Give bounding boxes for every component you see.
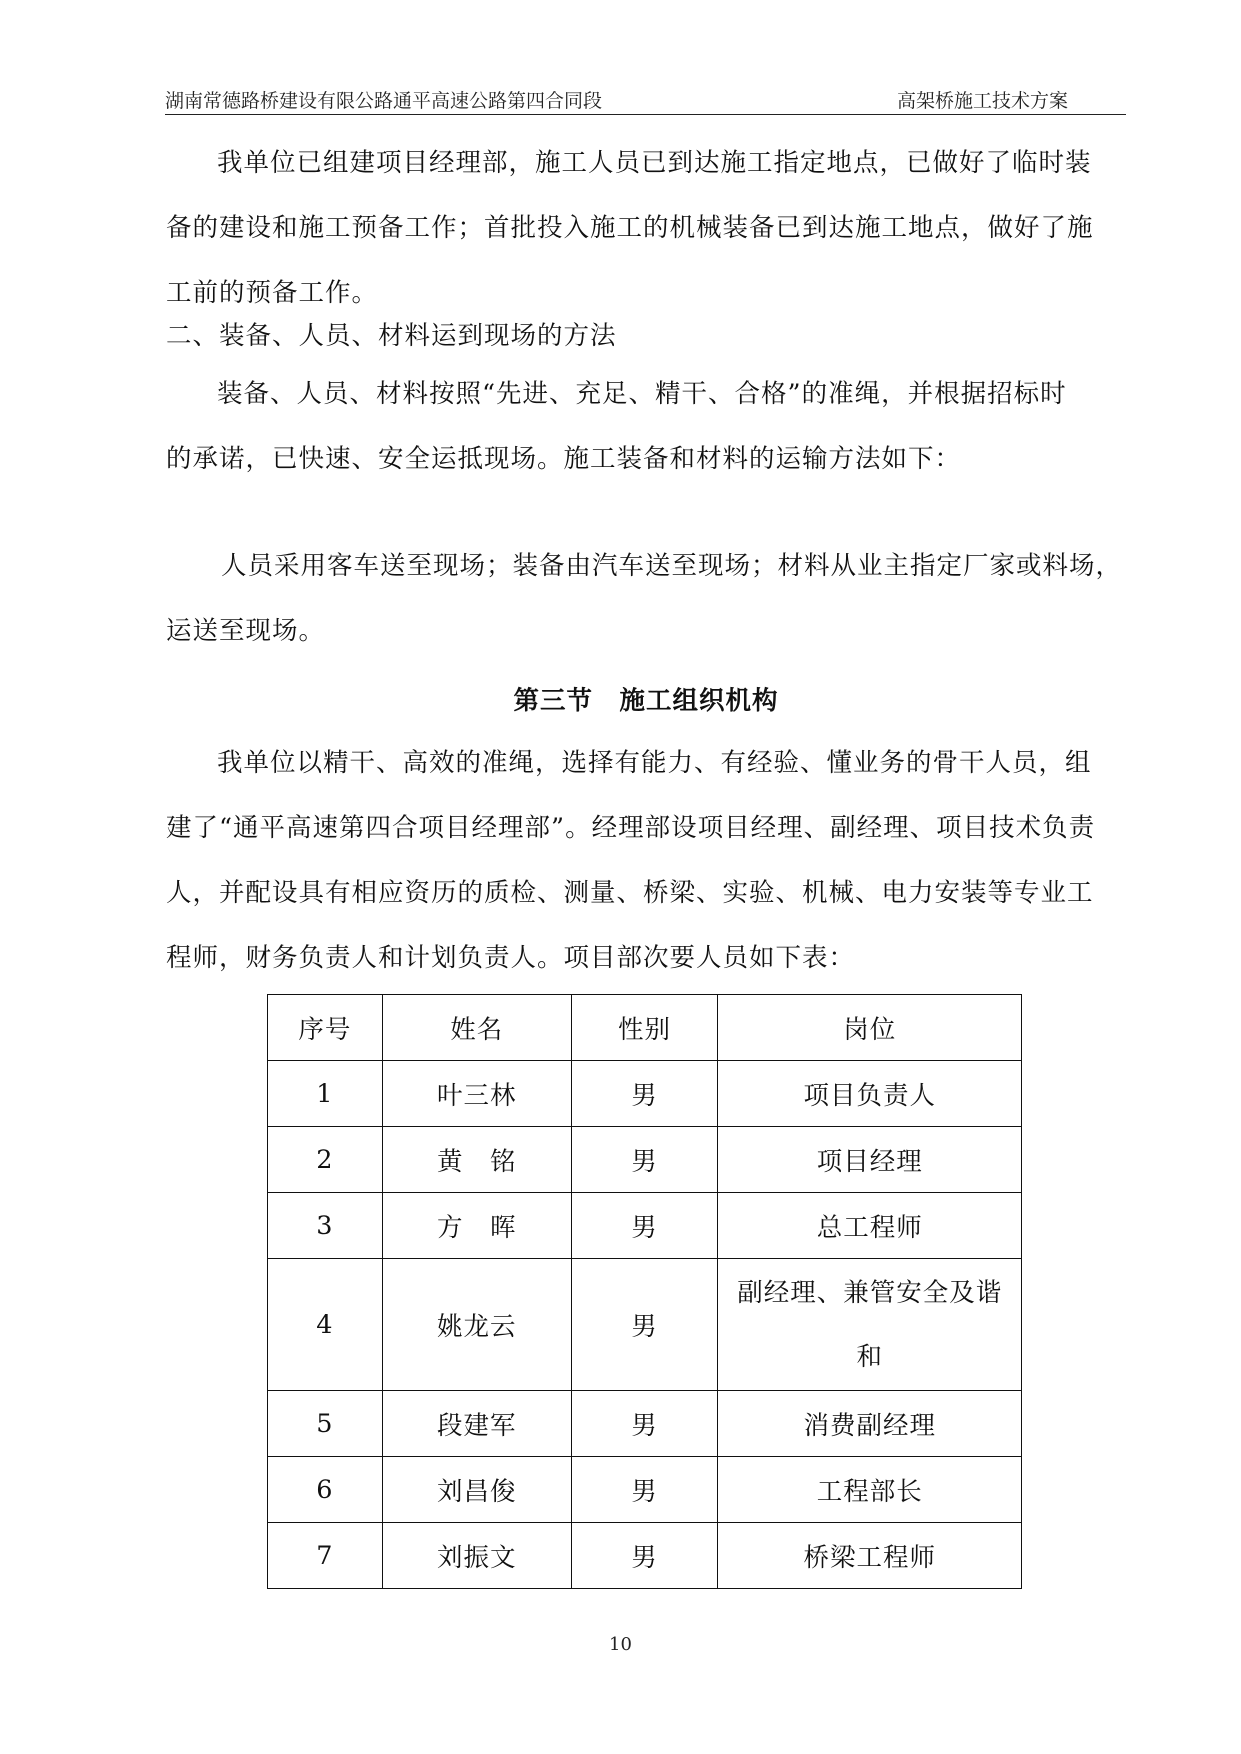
table-row bbox=[268, 1127, 1022, 1193]
cell-gender: 男 bbox=[571, 1061, 718, 1127]
paragraph-line: 我单位已组建项目经理部，施工人员已到达施工指定地点，已做好了临时装 bbox=[217, 148, 1092, 178]
column-header-gender: 性别 bbox=[571, 995, 718, 1061]
cell-gender: 男 bbox=[571, 1523, 718, 1589]
column-header-role: 岗位 bbox=[718, 995, 1022, 1061]
header-right-text: 高架桥施工技术方案 bbox=[896, 90, 1068, 112]
column-header-name: 姓名 bbox=[382, 995, 571, 1061]
staff-table bbox=[267, 994, 1022, 1589]
table-row bbox=[268, 1061, 1022, 1127]
section-title: 第三节 施工组织机构 bbox=[513, 686, 779, 716]
cell-name: 刘振文 bbox=[382, 1523, 571, 1589]
cell-role-line: 和 bbox=[856, 1341, 883, 1372]
cell-name: 黄 铭 bbox=[382, 1127, 571, 1193]
paragraph-line: 工前的预备工作。 bbox=[166, 278, 379, 308]
header-left-text: 湖南常德路桥建设有限公路通平高速公路第四合同段 bbox=[165, 90, 603, 112]
column-header-no: 序号 bbox=[268, 995, 383, 1061]
header-rule bbox=[165, 114, 1126, 115]
table-row bbox=[268, 1193, 1022, 1259]
cell-name: 刘昌俊 bbox=[382, 1457, 571, 1523]
cell-role bbox=[718, 1259, 1022, 1391]
cell-role-line: 副经理、兼管安全及谐 bbox=[737, 1277, 1003, 1308]
cell-no: 7 bbox=[268, 1523, 383, 1589]
paragraph-2 bbox=[166, 362, 1126, 492]
table-row bbox=[268, 1259, 1022, 1391]
cell-no: 3 bbox=[268, 1193, 383, 1259]
paragraph-3 bbox=[166, 534, 1126, 664]
cell-role: 工程部长 bbox=[718, 1457, 1022, 1523]
paragraph-1 bbox=[166, 131, 1126, 326]
cell-name: 姚龙云 bbox=[382, 1259, 571, 1391]
cell-role: 项目经理 bbox=[718, 1127, 1022, 1193]
cell-no: 4 bbox=[268, 1259, 383, 1391]
cell-role: 总工程师 bbox=[718, 1193, 1022, 1259]
cell-gender: 男 bbox=[571, 1391, 718, 1457]
table-header-row bbox=[268, 995, 1022, 1061]
paragraph-line: 人，并配设具有相应资历的质检、测量、桥梁、实验、机械、电力安装等专业工 bbox=[166, 878, 1094, 908]
table-row bbox=[268, 1391, 1022, 1457]
cell-gender: 男 bbox=[571, 1127, 718, 1193]
heading-2 bbox=[166, 304, 1126, 369]
cell-role: 桥梁工程师 bbox=[718, 1523, 1022, 1589]
paragraph-line: 备的建设和施工预备工作；首批投入施工的机械装备已到达施工地点，做好了施 bbox=[166, 213, 1094, 243]
cell-no: 2 bbox=[268, 1127, 383, 1193]
subheading-text: 二、装备、人员、材料运到现场的方法 bbox=[166, 321, 617, 351]
cell-gender: 男 bbox=[571, 1457, 718, 1523]
cell-role: 项目负责人 bbox=[718, 1061, 1022, 1127]
paragraph-line: 运送至现场。 bbox=[166, 616, 326, 646]
paragraph-4 bbox=[166, 731, 1126, 991]
page-number: 10 bbox=[609, 1634, 632, 1655]
cell-no: 1 bbox=[268, 1061, 383, 1127]
paragraph-line: 装备、人员、材料按照“先进、充足、精干、合格”的准绳，并根据招标时 bbox=[217, 379, 1067, 409]
page-header bbox=[165, 86, 1126, 116]
table-row bbox=[268, 1457, 1022, 1523]
cell-gender: 男 bbox=[571, 1259, 718, 1391]
cell-no: 5 bbox=[268, 1391, 383, 1457]
paragraph-line: 建了“通平高速第四合项目经理部”。经理部设项目经理、副经理、项目技术负责 bbox=[166, 813, 1096, 843]
cell-role: 消费副经理 bbox=[718, 1391, 1022, 1457]
cell-name: 段建军 bbox=[382, 1391, 571, 1457]
cell-name: 方 晖 bbox=[382, 1193, 571, 1259]
cell-no: 6 bbox=[268, 1457, 383, 1523]
table-row bbox=[268, 1523, 1022, 1589]
paragraph-line: 我单位以精干、高效的准绳，选择有能力、有经验、懂业务的骨干人员，组 bbox=[217, 748, 1092, 778]
cell-gender: 男 bbox=[571, 1193, 718, 1259]
paragraph-line: 人员采用客车送至现场；装备由汽车送至现场；材料从业主指定厂家或料场， bbox=[221, 551, 1123, 581]
paragraph-line: 程师，财务负责人和计划负责人。项目部次要人员如下表： bbox=[166, 943, 856, 973]
paragraph-line: 的承诺，已快速、安全运抵现场。施工装备和材料的运输方法如下： bbox=[166, 444, 962, 474]
cell-name: 叶三林 bbox=[382, 1061, 571, 1127]
